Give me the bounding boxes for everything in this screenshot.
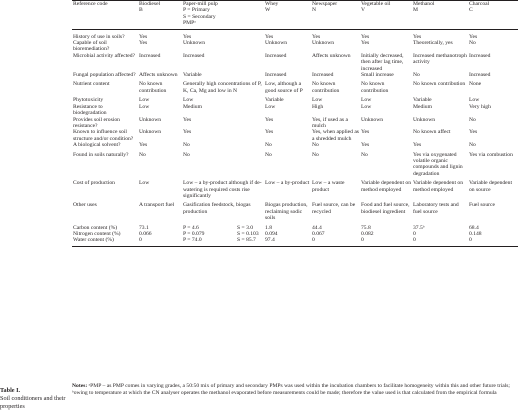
table-cell: Yes [139, 33, 148, 40]
notes-text: ᵃPMP – as PMP comes in varying grades, a 50:50 mix of primary and secondary PMPs was used within the incubation chambers to facilitate homogeneity within this and other future trials; ᵇowing to temperature at which the CN analyser operates the methanol evaporated before measurements could be made; therefore the value used is that calculated from the empirical formula [72, 383, 510, 396]
table-cell: Medium [183, 103, 202, 110]
table-cell: Variable dependent on method employed [361, 180, 412, 193]
table-cell: 0 [413, 231, 416, 237]
table-cell: Yes [139, 40, 148, 47]
row-label: Nutrient content [73, 81, 110, 88]
table-cell: A transport fuel [139, 202, 175, 209]
table-cell: Low [139, 180, 150, 187]
table-cell: 0 [311, 237, 360, 246]
table-cell: Variable dependent on method employed [413, 180, 464, 193]
table-cell: Affects unknown [139, 72, 178, 79]
table-cell: Low – a by-product although if de-watering is required costs rise significantly [183, 180, 262, 199]
header-vegetable-oil: Vegetable oil V [360, 1, 412, 30]
table-cell: Variable [183, 72, 202, 79]
notes-label: Notes: [72, 383, 88, 389]
table-cell: Increased [265, 72, 287, 79]
table-cell: No [469, 116, 476, 123]
table-cell: Yes [361, 33, 370, 40]
table-cell: Theoretically, yes [413, 40, 453, 47]
table-cell: Increased [469, 52, 491, 59]
row-label: Water content (%) [72, 237, 138, 246]
table-cell: Low [361, 103, 372, 110]
table-cell: Generally high concentrations of P, K, Ca, Mg and low in N [183, 81, 262, 94]
table-row [72, 104, 518, 117]
table-cell: No [469, 40, 476, 47]
table-cell: No known contribution [361, 81, 389, 94]
table-row [72, 149, 518, 178]
table-cell: Low – a waste product [312, 180, 345, 193]
table-cell: Yes [265, 129, 274, 136]
table-cell: No [183, 151, 190, 158]
table-cell: 0.148 [469, 231, 482, 237]
table-cell: 68.4 [469, 224, 479, 231]
table-cell: Biogas production, reclaiming sodic soils [265, 202, 308, 222]
table-cell: No [183, 142, 190, 149]
table-cell: Fuel source [469, 202, 495, 209]
row-label: A biological solvent? [73, 142, 121, 149]
table-cell: Gasification feedstock, biogas production [183, 202, 251, 215]
table-cell: Affects unknown [312, 52, 351, 59]
table-cell: Low [183, 97, 194, 104]
table-cell: Yes via oxygenated volatile organic compounds and lignin degradation [413, 151, 463, 177]
row-label: Other uses [73, 202, 97, 209]
table-cell: Unknown [413, 116, 436, 123]
row-label: History of use in soils? [73, 33, 125, 40]
table-cell: 1.8 [265, 224, 272, 231]
table-cell: P = 74.0 [182, 237, 236, 246]
table-cell: Yes [183, 116, 192, 123]
header-reference-code: Reference code [72, 1, 138, 30]
table-cell: Yes [183, 129, 192, 136]
table-cell: No [361, 151, 368, 158]
table-cell: Yes, when applied as a shredded mulch [312, 129, 359, 142]
table-row [72, 78, 518, 94]
table-cell: Initially decreased, then after lag time, increased [361, 52, 404, 72]
table-body [72, 29, 518, 246]
table-cell: No [265, 151, 272, 158]
table-cell: Yes [413, 33, 422, 40]
table-cell: Yes [361, 40, 370, 47]
table-cell: Increased methanotroph activity [413, 52, 467, 66]
table-row [72, 94, 518, 103]
table-cell: S = 0.103 [237, 231, 259, 237]
table-caption-label: Table I. [0, 387, 21, 394]
table-notes [72, 383, 518, 396]
table-cell: Yes [312, 33, 321, 40]
table-cell: S = 85.7 [236, 237, 264, 246]
table-row [72, 117, 518, 130]
header-charcoal: Charcoal C [468, 1, 518, 30]
table-cell: No known contribution [413, 81, 466, 88]
table-cell: No known contribution [139, 81, 167, 94]
table-cell: 73.1 [139, 224, 149, 231]
table-cell: Yes [361, 129, 370, 136]
header-paper-mill-pulp: Paper-mill pulp P = Primary S = Secondary PMPᵃ [182, 1, 264, 30]
header-row [72, 1, 518, 30]
table-cell: 97.4 [264, 237, 311, 246]
table-cell: No known contribution [312, 81, 340, 94]
table-cell: 0.094 [265, 231, 278, 237]
table-cell: Yes [361, 142, 370, 149]
row-label: Resistance to biodegradation [73, 103, 107, 117]
table-cell: Variable [413, 97, 432, 104]
row-label: Found in soils naturally? [73, 151, 129, 158]
table-cell: 0 [138, 237, 182, 246]
table-cell: Variable dependent on source [469, 180, 513, 193]
table-caption [0, 387, 68, 411]
table-cell: No [265, 142, 272, 149]
table-cell: Yes [265, 33, 274, 40]
table-cell: 0 [412, 237, 468, 246]
table-cell: Medium [413, 103, 432, 110]
table-cell: No [139, 151, 146, 158]
table-cell: 0 [468, 237, 518, 246]
table-row [72, 53, 518, 72]
table-cell: Yes [413, 142, 422, 149]
table-cell: Increased [265, 52, 287, 59]
header-biodiesel: Biodiesel B [138, 1, 182, 30]
table-cell: Low [139, 103, 150, 110]
table-cell: P = 4.6 [183, 224, 199, 231]
table-row [72, 177, 518, 199]
table-cell: Food and fuel source, biodiesel ingredient [361, 202, 410, 215]
row-label: Known to influence soil structure and/or condition? [73, 129, 134, 142]
table-cell: High [312, 103, 324, 110]
table-cell: Unknown [312, 40, 335, 47]
table-cell: 44.4 [312, 224, 322, 231]
row-label: Capable of soil bioremediation? [73, 40, 110, 53]
table-row [72, 199, 518, 221]
table-cell: Low – a by-product [265, 180, 310, 187]
table-cell: Unknown [265, 40, 288, 47]
table-cell: Yes [265, 116, 274, 123]
row-label: Nitrogen content (%) [73, 231, 121, 237]
table-cell: Unknown [139, 129, 162, 136]
row-label: Phytotoxicity [73, 97, 104, 104]
table-row [72, 222, 518, 231]
table-cell: No [469, 142, 476, 149]
row-label: Carbon content (%) [73, 224, 118, 231]
table-cell: Low [265, 103, 276, 110]
table-cell: Yes [139, 142, 148, 149]
table-cell: Yes via combustion [469, 151, 513, 158]
table-cell: Very high [469, 103, 491, 110]
table-cell: Yes [469, 33, 478, 40]
table-cell: Variable [265, 97, 284, 104]
row-label: Cost of production [73, 180, 115, 187]
table-cell: No known affect [413, 129, 451, 136]
header-whey: Whey W [264, 1, 311, 30]
table-cell: No [413, 72, 420, 79]
table-cell: Yes [469, 129, 478, 136]
table-row [72, 129, 518, 142]
row-label: Microbial activity affected? [73, 52, 136, 59]
table-row [72, 237, 518, 246]
table-cell: None [469, 81, 482, 88]
table-cell: 75.8 [361, 224, 371, 231]
table-cell: Increased [183, 52, 205, 59]
table-cell: Increased [312, 72, 334, 79]
table-cell: Unknown [139, 116, 162, 123]
table-row [72, 29, 518, 40]
row-label: Fungal population affected? [73, 72, 136, 79]
table-cell: Fuel source, can be recycled [312, 202, 356, 215]
table-container [72, 0, 518, 247]
table-cell: 0.082 [361, 231, 374, 237]
table-cell: Low [469, 97, 480, 104]
table-cell: Low [361, 97, 372, 104]
table-cell: No [312, 142, 319, 149]
table-cell: Yes, if used as a mulch [312, 116, 348, 129]
header-methanol: Methanol M [412, 1, 468, 30]
table-cell: S = 3.0 [237, 224, 254, 231]
table-cell: Small increase [361, 72, 394, 79]
table-cell: Unknown [183, 40, 206, 47]
table-cell: Unknown [361, 116, 384, 123]
table-cell: 0.067 [312, 231, 325, 237]
table-row [72, 40, 518, 53]
row-label: Provides soil erosion resistance? [73, 116, 120, 129]
table-cell: 0.066 [139, 231, 152, 237]
table-cell: P = 0.079 [183, 231, 205, 237]
table-cell: Yes [183, 33, 192, 40]
table-cell: Low [139, 97, 150, 104]
table-cell: Increased [139, 52, 161, 59]
table-cell: 0 [360, 237, 412, 246]
table-cell: Laboratory tests and fuel source [413, 202, 459, 215]
table-cell: 37.5ᵇ [413, 224, 425, 231]
header-newspaper: Newspaper N [311, 1, 360, 30]
soil-conditioners-table [72, 0, 518, 247]
table-cell: Low [312, 97, 323, 104]
table-caption-text: Soil conditioners and their properties [0, 395, 66, 410]
table-cell: No [312, 151, 319, 158]
table-cell: Increased [469, 72, 491, 79]
table-cell: Low, although a good source of P [265, 81, 303, 94]
